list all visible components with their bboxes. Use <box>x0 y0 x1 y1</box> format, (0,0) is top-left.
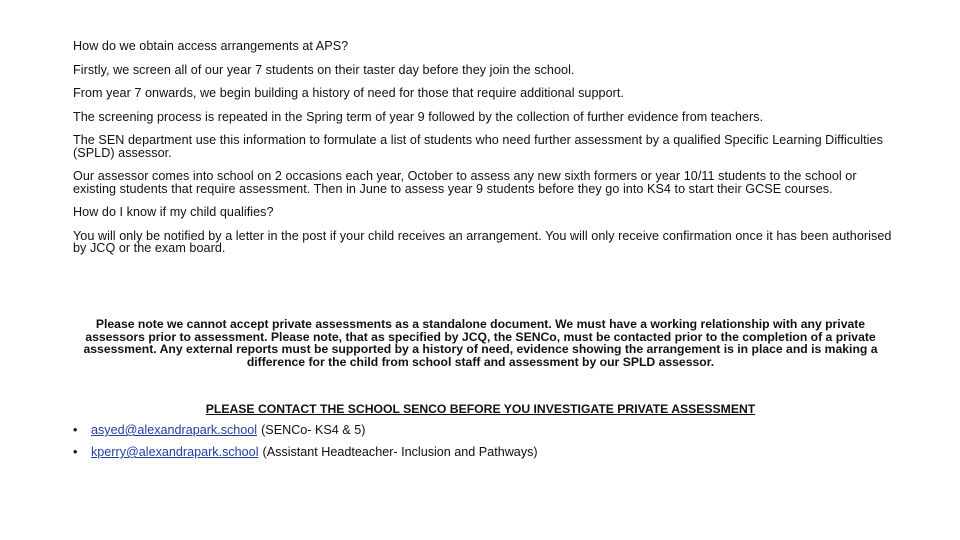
contact-role: (Assistant Headteacher- Inclusion and Pathways) <box>262 445 538 459</box>
email-link-kperry[interactable]: kperry@alexandrapark.school <box>91 445 259 459</box>
heading-qualifies: How do I know if my child qualifies? <box>73 205 274 219</box>
paragraph-spring-term: The screening process is repeated in the Spring term of year 9 followed by the collection of further evidence from teachers. <box>73 109 764 124</box>
document-body <box>73 40 893 266</box>
paragraph-sen-department: The SEN department use this information to formulate a list of students who need further assessment by a qualified Specific Learning Difficulties (SPLD) assessor. <box>73 133 883 160</box>
paragraph-history-of-need: From year 7 onwards, we begin building a history of need for those that require additional support. <box>73 86 624 100</box>
contact-senco-heading: PLEASE CONTACT THE SCHOOL SENCO BEFORE YOU INVESTIGATE PRIVATE ASSESSMENT <box>205 402 756 416</box>
heading-obtain-arrangements: How do we obtain access arrangements at APS? <box>73 39 349 53</box>
contact-role: (SENCo- KS4 & 5) <box>261 423 366 437</box>
bullet-icon: • <box>73 423 78 437</box>
contact-list <box>73 422 888 466</box>
paragraph-notification: You will only be notified by a letter in the post if your child receives an arrangement. You will only receive confirmation once it has been authorised by JCQ or the exam board. <box>73 228 892 255</box>
paragraph-assessor-visits: Our assessor comes into school on 2 occasions each year, October to assess any new sixth formers or year 10/11 students to the school or existing students that require assessment. Then in June to assess year 9 students before they go into KS4 to start their GCSE courses. <box>73 169 857 196</box>
list-item <box>73 444 888 460</box>
list-item <box>73 422 888 438</box>
paragraph-screening-year7: Firstly, we screen all of our year 7 students on their taster day before they join the school. <box>73 62 575 77</box>
email-link-asyed[interactable]: asyed@alexandrapark.school <box>91 423 258 437</box>
private-assessment-notice: Please note we cannot accept private assessments as a standalone document. We must have a working relationship with any private assessors prior to assessment. Please note, that as specified by JCQ, the SENCo, must be contacted prior to the completion of a private assessment. Any external reports must be supported by a history of need, evidence showing the arrangement is in place and is making a difference for the child from school staff and assessment by our SPLD assessor. <box>83 317 878 369</box>
bullet-icon: • <box>73 445 78 459</box>
